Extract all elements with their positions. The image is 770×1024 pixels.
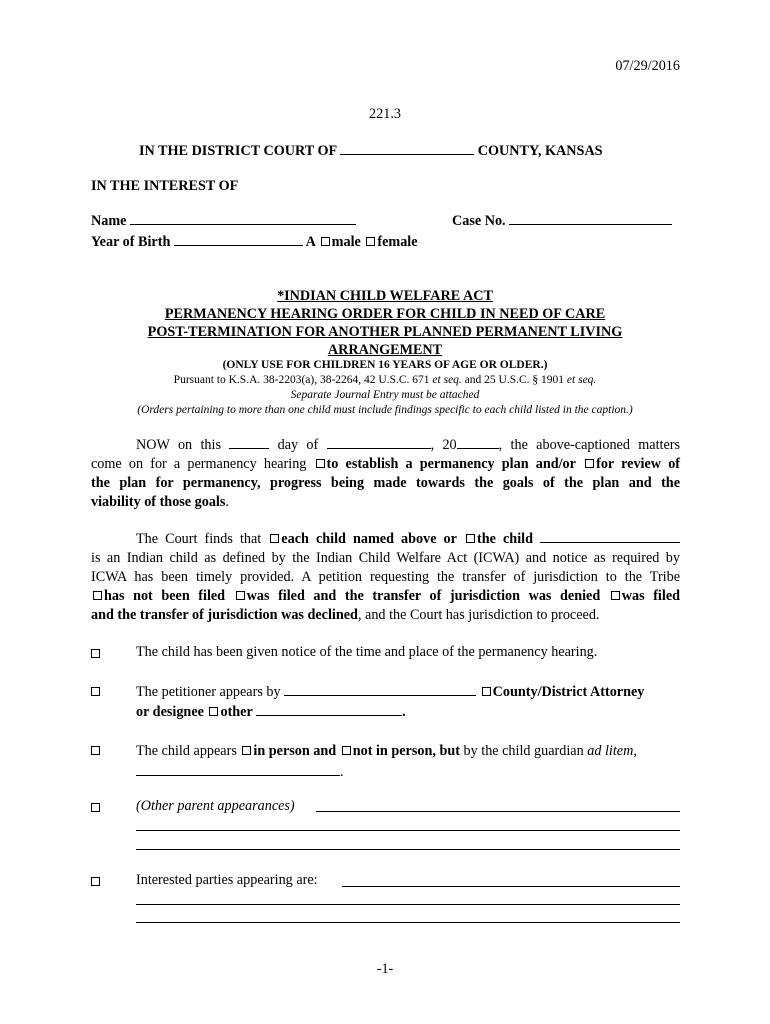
form-date: 07/29/2016: [615, 58, 680, 74]
title-line-1: *INDIAN CHILD WELFARE ACT: [277, 288, 493, 304]
county-attorney-checkbox[interactable]: [482, 687, 491, 696]
petitioner-field[interactable]: [284, 694, 476, 696]
interested-field-2[interactable]: [136, 904, 680, 905]
establish-plan-checkbox[interactable]: [316, 459, 325, 468]
title-line-4: ARRANGEMENT: [327, 342, 443, 358]
page-number-wrap: [0, 961, 770, 978]
other-checkbox[interactable]: [209, 707, 218, 716]
child-appears-text: The child appears in person and not in person, but by the child guardian ad litem, .: [136, 743, 637, 780]
notice-checkbox[interactable]: [91, 649, 100, 658]
petitioner-checkbox[interactable]: [91, 687, 100, 696]
notice-text: The child has been given notice of the time and place of the permanency hearing.: [136, 644, 598, 660]
petitioner-item: [91, 684, 100, 701]
year-field[interactable]: [457, 447, 499, 449]
title-line-2: PERMANENCY HEARING ORDER FOR CHILD IN NEED OF CARE: [164, 306, 606, 322]
not-filed-checkbox[interactable]: [93, 591, 102, 600]
interested-label: Interested parties appearing are:: [136, 872, 318, 888]
other-parent-item: [91, 800, 100, 817]
child-appears-item: [91, 743, 100, 760]
each-child-checkbox[interactable]: [270, 534, 279, 543]
child-appears-checkbox[interactable]: [91, 746, 100, 755]
title-block: [0, 287, 770, 359]
now-paragraph: NOW on this day of , 20 , the above-captioned matters come on for a permanency hearing to establish a permanency plan and/or for review of the plan for permanency, progress being made towards the goals of the plan and the viability of those goals.: [91, 437, 681, 510]
pursuant-note: Pursuant to K.S.A. 38-2203(a), 38-2264, 42 U.S.C. 671 et seq. and 25 U.S.C. § 1901 et seq.: [173, 374, 597, 386]
orders-note: (Orders pertaining to more than one child must include findings specific to each child listed in the caption.): [137, 404, 633, 416]
yob-row: Year of Birth A male female: [91, 234, 418, 250]
form-number: 221.3: [369, 106, 401, 122]
other-parent-checkbox[interactable]: [91, 803, 100, 812]
child-name-field[interactable]: [540, 541, 680, 543]
name-row: Name: [91, 213, 356, 230]
interested-checkbox[interactable]: [91, 877, 100, 886]
the-child-checkbox[interactable]: [466, 534, 475, 543]
other-parent-field-3[interactable]: [136, 849, 680, 850]
case-number-field[interactable]: [509, 223, 672, 225]
page-number: -1-: [376, 961, 394, 977]
interested-field-1[interactable]: [342, 886, 680, 887]
review-plan-checkbox[interactable]: [585, 459, 594, 468]
name-field[interactable]: [130, 223, 356, 225]
filed-declined-checkbox[interactable]: [611, 591, 620, 600]
male-checkbox[interactable]: [321, 237, 330, 246]
year-of-birth-field[interactable]: [174, 244, 303, 246]
title-line-3: POST-TERMINATION FOR ANOTHER PLANNED PERMANENT LIVING: [147, 324, 623, 340]
other-petitioner-field[interactable]: [256, 714, 402, 716]
month-field[interactable]: [327, 447, 431, 449]
other-parent-field-1[interactable]: [316, 811, 680, 812]
other-parent-label: (Other parent appearances): [136, 798, 295, 814]
interest-of: IN THE INTEREST OF: [91, 178, 239, 194]
title-notes: [0, 358, 770, 418]
other-parent-field-2[interactable]: [136, 830, 680, 831]
court-line: IN THE DISTRICT COURT OF COUNTY, KANSAS: [139, 143, 603, 159]
separate-entry-note: Separate Journal Entry must be attached: [290, 389, 480, 401]
female-checkbox[interactable]: [366, 237, 375, 246]
county-field[interactable]: [340, 153, 474, 155]
case-row: Case No.: [452, 213, 672, 230]
interested-field-3[interactable]: [136, 922, 680, 923]
petitioner-text: The petitioner appears by County/District Attorney or designee other .: [136, 684, 645, 720]
notice-item: [91, 646, 100, 663]
in-person-checkbox[interactable]: [242, 746, 251, 755]
findings-paragraph: The Court finds that each child named above or the child is an Indian child as defined by the Indian Child Welfare Act (ICWA) and notice as required by ICWA has been timely provided. A petition requesting the transfer of jurisdiction to the Tribe has not been filed was filed and the transfer of jurisdiction was denied was filed and the transfer of jurisdiction was declined, and the Court has jurisdiction to proceed.: [91, 531, 680, 623]
age-note: (ONLY USE FOR CHILDREN 16 YEARS OF AGE OR OLDER.): [222, 359, 548, 371]
interested-item: [91, 874, 100, 891]
filed-denied-checkbox[interactable]: [236, 591, 245, 600]
not-in-person-checkbox[interactable]: [342, 746, 351, 755]
day-field[interactable]: [229, 447, 269, 449]
guardian-field[interactable]: [136, 774, 340, 776]
